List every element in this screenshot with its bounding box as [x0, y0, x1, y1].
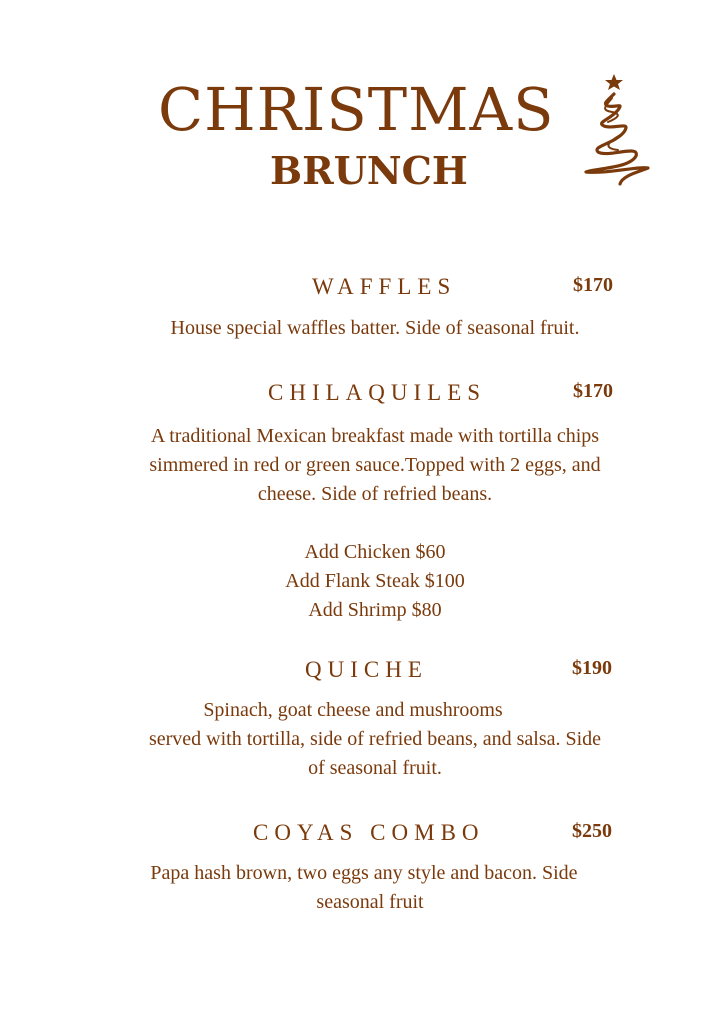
addon-line: Add Chicken $60: [304, 541, 446, 563]
item-price-coyas-combo: $250: [572, 820, 612, 842]
description-line: simmered in red or green sauce.Topped with 2 eggs, and: [149, 454, 601, 476]
item-name-quiche: QUICHE: [305, 657, 428, 682]
description-line: House special waffles batter. Side of seasonal fruit.: [170, 317, 580, 339]
item-description-chilaquiles: [45, 422, 705, 509]
description-line: cheese. Side of refried beans.: [257, 483, 493, 505]
description-line: Spinach, goat cheese and mushrooms: [203, 699, 503, 721]
description-line: A traditional Mexican breakfast made with tortilla chips: [150, 425, 600, 447]
christmas-tree-icon: [578, 70, 656, 192]
menu-subtitle: BRUNCH: [270, 148, 468, 193]
addon-line: Add Shrimp $80: [308, 599, 442, 621]
description-line: seasonal fruit: [316, 891, 424, 913]
item-price-waffles: $170: [573, 274, 613, 296]
description-line: served with tortilla, side of refried beans, and salsa. Side: [148, 728, 602, 750]
item-description-coyas-combo: [50, 859, 690, 917]
item-name-coyas-combo: COYAS COMBO: [253, 820, 485, 845]
item-name-waffles: WAFFLES: [312, 274, 457, 299]
item-price-chilaquiles: $170: [573, 380, 613, 402]
addon-line: Add Flank Steak $100: [285, 570, 465, 592]
item-description-quiche: [45, 696, 705, 783]
item-name-chilaquiles: CHILAQUILES: [268, 380, 487, 405]
menu-title: CHRISTMAS: [158, 75, 555, 144]
item-addons-chilaquiles: [45, 538, 705, 625]
description-line: of seasonal fruit.: [308, 757, 442, 779]
item-price-quiche: $190: [572, 657, 612, 679]
description-line: Papa hash brown, two eggs any style and bacon. Side: [150, 862, 578, 884]
item-description-waffles: [60, 314, 690, 343]
